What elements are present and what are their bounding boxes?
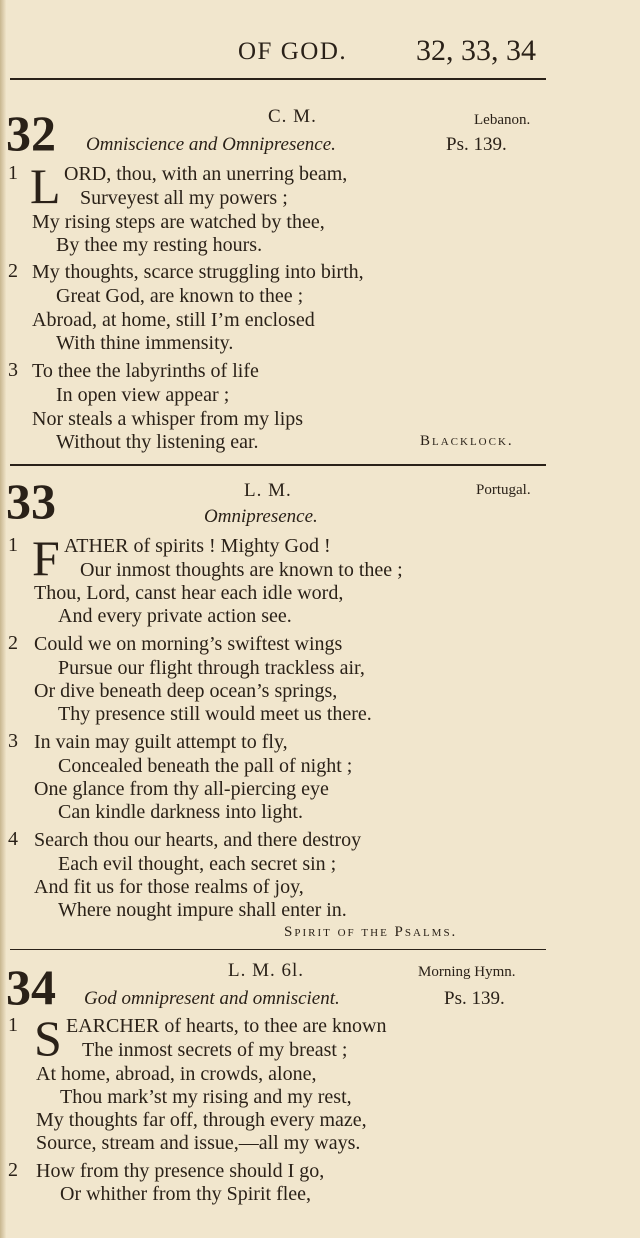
- verse-line: Or whither from thy Spirit flee,: [60, 1183, 312, 1205]
- verse-line: Search thou our hearts, and there destroy: [34, 829, 362, 851]
- verse-line: With thine immensity.: [56, 332, 234, 354]
- running-head-numbers: 32, 33, 34: [416, 34, 536, 67]
- hymn-meter: C. M.: [268, 106, 317, 127]
- stanza-number: 1: [8, 1014, 18, 1036]
- stanza-number: 3: [8, 730, 18, 752]
- running-head-title: OF GOD.: [238, 38, 348, 65]
- drop-cap: S: [34, 1010, 62, 1066]
- verse-line: ATHER of spirits ! Mighty God !: [64, 535, 331, 557]
- verse-line: Pursue our flight through trackless air,: [58, 657, 365, 679]
- stanza-number: 2: [8, 1159, 18, 1181]
- verse-line: Thy presence still would meet us there.: [58, 703, 372, 725]
- verse-line: Our inmost thoughts are known to thee ;: [80, 559, 403, 581]
- stanza-number: 2: [8, 260, 18, 282]
- verse-line: In open view appear ;: [56, 384, 230, 406]
- hymn-tune: Portugal.: [476, 482, 531, 498]
- verse-line: My thoughts, scarce struggling into birth,: [32, 261, 364, 283]
- hymn-author: Blacklock.: [420, 433, 514, 449]
- stanza-number: 1: [8, 534, 18, 556]
- verse-line: Nor steals a whisper from my lips: [32, 408, 304, 430]
- hymn-meter: L. M.: [244, 480, 292, 501]
- verse-line: Could we on morning’s swiftest wings: [34, 633, 343, 655]
- verse-line: Or dive beneath deep ocean’s springs,: [34, 680, 338, 702]
- stanza-number: 1: [8, 162, 18, 184]
- verse-line: Can kindle darkness into light.: [58, 801, 303, 823]
- stanza-number: 2: [8, 632, 18, 654]
- header-rule: [10, 78, 546, 80]
- verse-line: Abroad, at home, still I’m enclosed: [32, 309, 315, 331]
- hymn-scripture-ref: Ps. 139.: [444, 988, 505, 1009]
- drop-cap: L: [30, 158, 61, 214]
- hymn-author: Spirit of the Psalms.: [284, 924, 458, 940]
- hymn-number: 33: [6, 473, 56, 529]
- hymn-subtitle: Omnipresence.: [204, 506, 318, 527]
- verse-line: At home, abroad, in crowds, alone,: [36, 1063, 317, 1085]
- verse-line: How from thy presence should I go,: [36, 1160, 325, 1182]
- verse-line: And fit us for those realms of joy,: [34, 876, 304, 898]
- verse-line: My thoughts far off, through every maze,: [36, 1109, 367, 1131]
- verse-line: One glance from thy all-piercing eye: [34, 778, 329, 800]
- verse-line: Thou mark’st my rising and my rest,: [60, 1086, 352, 1108]
- hymn-scripture-ref: Ps. 139.: [446, 134, 507, 155]
- verse-line: EARCHER of hearts, to thee are known: [66, 1015, 387, 1037]
- hymn-number: 32: [6, 105, 56, 161]
- verse-line: Without thy listening ear.: [56, 431, 259, 453]
- verse-line: The inmost secrets of my breast ;: [82, 1039, 348, 1061]
- verse-line: To thee the labyrinths of life: [32, 360, 259, 382]
- hymn-subtitle: Omniscience and Omnipresence.: [86, 134, 336, 155]
- hymn-tune: Lebanon.: [474, 112, 531, 128]
- verse-line: Thou, Lord, canst hear each idle word,: [34, 582, 344, 604]
- verse-line: Each evil thought, each secret sin ;: [58, 853, 337, 875]
- stanza-number: 3: [8, 359, 18, 381]
- hymn-divider: [10, 949, 546, 950]
- drop-cap: F: [32, 530, 60, 586]
- verse-line: ORD, thou, with an unerring beam,: [64, 163, 348, 185]
- verse-line: Surveyest all my powers ;: [80, 187, 288, 209]
- verse-line: Source, stream and issue,—all my ways.: [36, 1132, 361, 1154]
- verse-line: In vain may guilt attempt to fly,: [34, 731, 288, 753]
- hymn-divider: [10, 464, 546, 466]
- verse-line: And every private action see.: [58, 605, 292, 627]
- verse-line: Great God, are known to thee ;: [56, 285, 304, 307]
- hymn-tune: Morning Hymn.: [418, 964, 516, 980]
- verse-line: Where nought impure shall enter in.: [58, 899, 347, 921]
- page-binding: [0, 0, 6, 1238]
- verse-line: By thee my resting hours.: [56, 234, 263, 256]
- running-head: [0, 34, 640, 74]
- hymn-number: 34: [6, 959, 56, 1015]
- hymn-subtitle: God omnipresent and omniscient.: [84, 988, 340, 1009]
- stanza-number: 4: [8, 828, 18, 850]
- verse-line: Concealed beneath the pall of night ;: [58, 755, 353, 777]
- verse-line: My rising steps are watched by thee,: [32, 211, 325, 233]
- hymn-meter: L. M. 6l.: [228, 960, 305, 981]
